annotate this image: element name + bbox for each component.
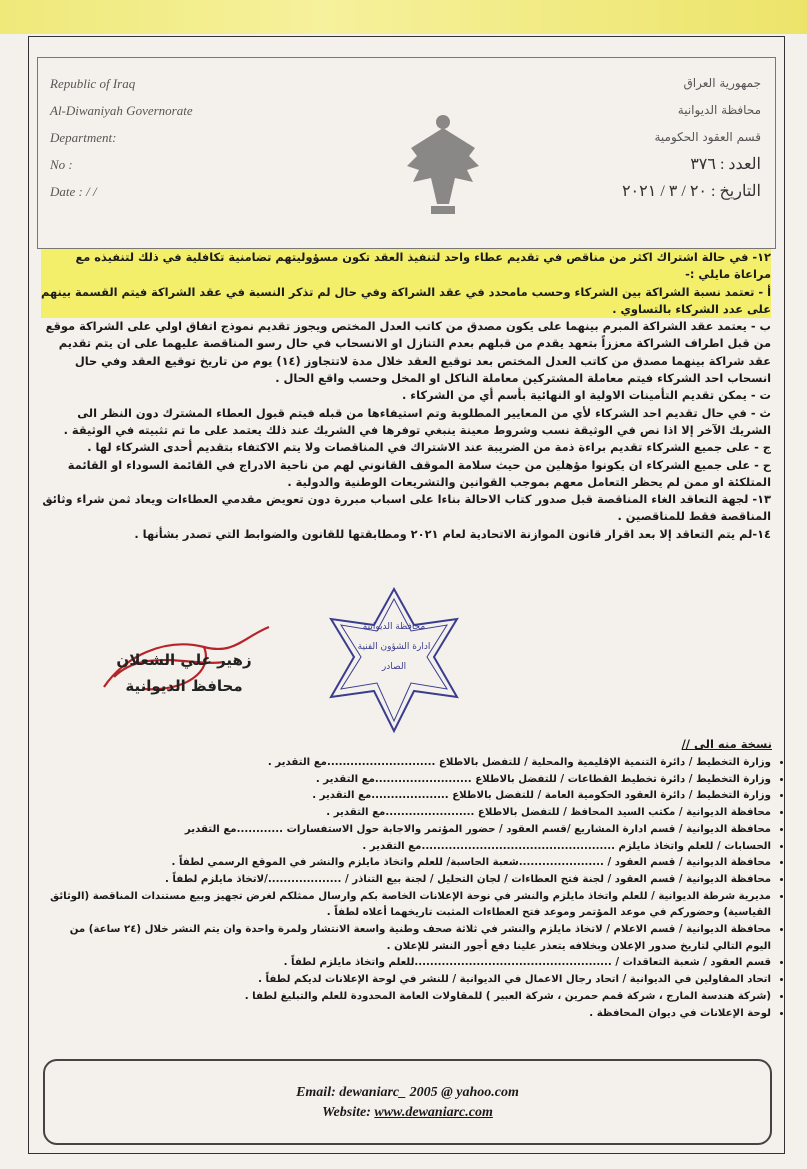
list-item: • قسم العقود / شعبة التعاقدات / ...................................................للعلم واتخاذ مايلزم لطفاً . [41, 955, 771, 972]
list-item: • محافظة الديوانية / قسم العقود / لجنة فتح العطاءات / لجان التحليل / لجنة بيع التناذر / .................../لاتخاذ مايلزم لطفاً . [41, 872, 771, 889]
department-name-ar: قسم العقود الحكومية [654, 130, 761, 144]
stamp-line: الصادر [381, 662, 407, 672]
stamp-line: محافظة الديوانية [362, 622, 426, 632]
clause-12-th: ث - في حال تقديم احد الشركاء لأي من المعايير المطلوبة وتم استيفاءها من قبله فيتم قبول العطاء المشترك دون النظر الى الشريك الآخر إلا اذا نص في الوثيقة نسب وشروط معينة ينبغي توفرها في الشريك عند ذلك يعتمد على ما تم تثبيته في الوثيقة . [63, 405, 771, 437]
copy-to-list [41, 755, 787, 1055]
stamp-text [329, 617, 459, 697]
reference-number: العدد : ٣٧٦ [690, 156, 761, 173]
clause-12-a: أ - تعتمد نسبة الشراكة بين الشركاء وحسب مامحدد في عقد الشراكة وفي حال لم تذكر النسبة في عقد الشراكة فيتم القسمة بينهم على عدد الشركاء بالتساوي . [41, 284, 771, 319]
website-label: Website: [322, 1105, 371, 1120]
copy-to-title: نسخة منه الى // [681, 737, 772, 751]
yellow-highlight-strip [0, 0, 807, 34]
list-item: • مديرية شرطة الديوانية / للعلم واتخاذ مايلزم والنشر في نوحة الإعلانات الخاصة بكم وارسال ممثلكم لغرض تجهيز وبيع مستندات المناقصة (الوثائق القياسية) وحضوركم في موعد المؤتمر وموعد فتح العطاءات المثبت تاريخهما أعلاه لطفاً . [41, 889, 771, 922]
clause-12-b: ب - يعتمد عقد الشراكة المبرم بينهما على يكون مصدق من كاتب العدل المختص ويجوز تقديم نموذج اتفاق اولي على الشراكة موقع من قبل اطراف الشراكة معززاً بتعهد يقدم من قبلهم بعدم التنازل او الانسحاب في حال رسو المناقصة عليهما على ان يتم تقديم عقد شراكة بينهما مصدق من كاتب العدل المختص بعد توقيع العقد خلال مدة لاتتجاوز (١٤) يوم من تاريخ توقيع العقد وفي حال انسحاب احد الشركاء فيتم معاملة المشتركين معاملة الناكل او المخل وحسب واقع الحال . [45, 319, 771, 386]
signatory-block [89, 647, 279, 707]
letterhead [37, 57, 776, 249]
signatory-title: محافظ الديوانية [125, 677, 243, 695]
website-link[interactable]: www.dewaniarc.com [374, 1105, 493, 1120]
department-label: Department: [50, 130, 117, 145]
stamp-line: ادارة الشؤون الفنية [357, 642, 431, 652]
list-item: • محافظة الديوانية / قسم الاعلام / لاتخاذ مايلزم والنشر في ثلاثة صحف وطنية واسعة الانتشار ولمرة واحدة وان يتم النشر خلال (٢٤ ساعة) من اليوم التالي لتاريخ صدور الإعلان وبخلافه يتعذر علينا دفع أجور النشر للإعلان . [41, 922, 771, 955]
reference-date: التاريخ : ٢٠ / ٣ / ٢٠٢١ [621, 183, 761, 200]
clause-12-t: ت - يمكن تقديم التأمينات الاولية او النهائية بأسم أي من الشركاء . [402, 388, 771, 403]
eagle-emblem-icon [403, 108, 483, 218]
clause-12: ١٢- في حالة اشتراك اكثر من مناقص في تقديم عطاء واحد لتنفيذ العقد تكون مسؤوليتهم تضامنية تكافلية في ذلك لتنفيذه مع مراعاة مايلي :- [41, 249, 771, 284]
number-label: No : [50, 157, 73, 172]
clause-14: ١٤-لم يتم التعاقد إلا بعد اقرار قانون الموازنة الاتحادية لعام ٢٠٢١ ومطابقتها للقانون والضوابط التي تصدر بشأنها . [134, 526, 771, 541]
email-line [45, 1085, 770, 1101]
governorate-name-ar: محافظة الديوانية [677, 103, 761, 117]
clause-12-j: ج - على جميع الشركاء تقديم براءة ذمة من الضريبة عند الاشتراك في المناقصات ولا يتم الاكتفاء بتقديم أحدى الشركاء لها . [87, 440, 771, 455]
list-item: • محافظة الديوانية / قسم ادارة المشاريع /قسم العقود / حضور المؤتمر والاجابة حول الاستفسارات ............مع التقدير [41, 822, 771, 839]
letterhead-english [50, 70, 300, 240]
list-item: • (شركة هندسة المارج ، شركة قمم حمرين ، شركة العبير ) للمقاولات العامة المحدودة للعلم والتبليغ لطفا . [41, 989, 771, 1006]
email-address[interactable]: dewaniarc_ 2005 @ yahoo.com [339, 1085, 519, 1100]
list-item: • الحسابات / للعلم واتخاذ مايلزم ..................................................مع التقدير . [41, 839, 771, 856]
clause-13: ١٣- لجهة التعاقد الغاء المناقصة قبل صدور كتاب الاحالة بناءا على اسباب مبررة دون تعويض مقدمي العطاءات ويعاد ثمن شراء وثائق المناقصة فقط للمناقصين . [42, 492, 771, 524]
contact-footer [43, 1059, 772, 1145]
list-item: • وزارة التخطيط / دائرة العقود الحكومية العامة / للتفضل بالاطلاع ....................مع التقدير . [41, 788, 771, 805]
list-item: • محافظة الديوانية / مكتب السيد المحافظ / للتفضل بالاطلاع .......................مع التقدير . [41, 805, 771, 822]
date-label: Date : / / [50, 184, 97, 199]
list-item: • محافظة الديوانية / قسم العقود / ......................شعبة الحاسبة/ للعلم واتخاذ مايلزم والنشر في الموقع الرسمي لطفاً . [41, 855, 771, 872]
republic-name-ar: جمهورية العراق [683, 76, 761, 90]
signatory-name: زهير علي الشعلان [116, 651, 252, 669]
republic-name: Republic of Iraq [50, 76, 136, 91]
letterhead-arabic [591, 70, 761, 240]
list-item: • وزارة التخطيط / دائرة تخطيط القطاعات / للتفضل بالاطلاع .........................مع التقدير . [41, 772, 771, 789]
website-line [45, 1105, 770, 1121]
document-frame [28, 36, 785, 1154]
list-item: • وزارة التخطيط / دائرة التنمية الإقليمية والمحلية / للتفضل بالاطلاع ............................مع التقدير . [41, 755, 771, 772]
clause-12-h: ح - على جميع الشركاء ان يكونوا مؤهلين من حيث سلامة الموقف القانوني لهم من ناحية الادراج في القائمة السوداء او القائمة المتلكئة او ممن لم يحظر التعامل معهم بموجب القوانين والتشريعات الوطنية والدولية . [67, 457, 771, 489]
letter-body [41, 249, 771, 599]
list-item: • اتحاد المقاولين في الديوانية / اتحاد رجال الاعمال في الديوانية / للنشر في لوحة الإعلانات لديكم لطفاً . [41, 972, 771, 989]
email-label: Email: [296, 1085, 336, 1100]
governorate-name: Al-Diwaniyah Governorate [50, 103, 193, 118]
list-item: • لوحة الإعلانات في ديوان المحافظة . [41, 1006, 771, 1023]
